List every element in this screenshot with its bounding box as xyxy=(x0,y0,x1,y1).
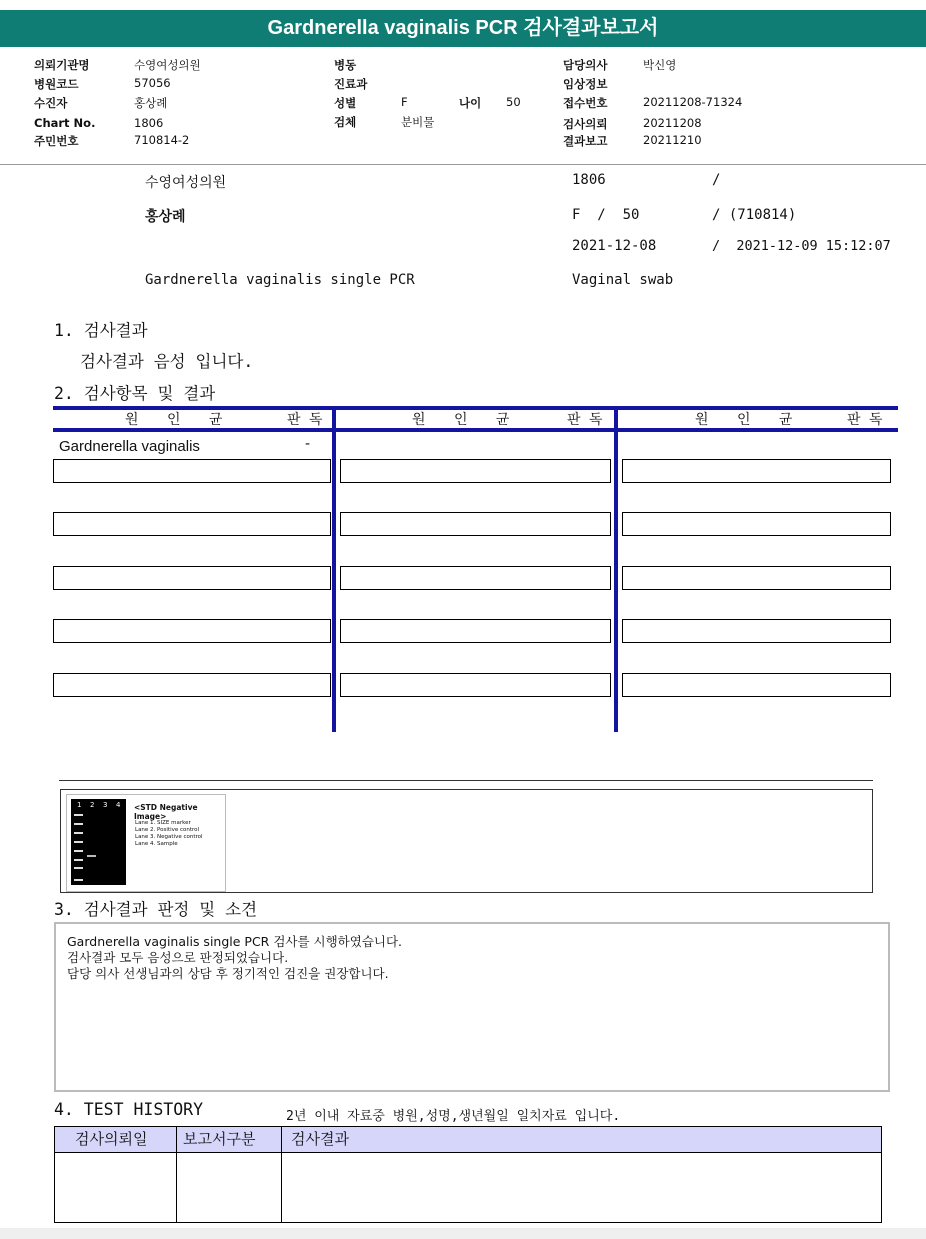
gel-electrophoresis-picture xyxy=(71,799,126,885)
gel-band xyxy=(74,841,83,843)
info-request-date: 2021-12-08 xyxy=(572,238,657,254)
col-organism-header: 원 인 균 xyxy=(412,412,520,428)
result-cell xyxy=(622,512,891,536)
gel-legend: Lane 2. Positive control xyxy=(135,827,200,833)
header-value: 710814-2 xyxy=(134,133,190,147)
result-cell xyxy=(53,459,331,483)
header-label: 접수번호 xyxy=(563,96,608,110)
opinion-line: Gardnerella vaginalis single PCR 검사를 시행하였습니다. xyxy=(67,934,403,949)
history-col-header: 보고서구분 xyxy=(183,1130,256,1148)
header-label: 병원코드 xyxy=(34,77,79,91)
table-column-divider xyxy=(332,406,336,732)
header-value: 50 xyxy=(506,95,521,109)
header-value: 57056 xyxy=(134,76,171,90)
header-value: 박신영 xyxy=(643,58,677,72)
judgement-value: - xyxy=(305,436,311,452)
result-cell xyxy=(53,566,331,590)
result-cell xyxy=(622,459,891,483)
lane-number: 2 xyxy=(90,801,95,809)
col-judgement-header: 판 독 xyxy=(287,412,323,428)
info-chart: 1806 xyxy=(572,172,606,188)
result-cell xyxy=(53,619,331,643)
header-label: 검사의뢰 xyxy=(563,117,608,131)
lane-number: 3 xyxy=(103,801,108,809)
header-value: F xyxy=(401,95,408,109)
history-col-header: 검사결과 xyxy=(291,1130,349,1148)
gel-band xyxy=(74,814,83,816)
header-value: 수영여성의원 xyxy=(134,58,201,72)
gel-band xyxy=(87,855,96,857)
header-value: 1806 xyxy=(134,116,164,130)
col-judgement-header: 판 독 xyxy=(567,412,603,428)
gel-band xyxy=(74,867,83,869)
history-col-header: 검사의뢰일 xyxy=(75,1130,148,1148)
gel-legend: Lane 4. Sample xyxy=(135,841,178,847)
opinion-line: 검사결과 모두 음성으로 판정되었습니다. xyxy=(67,950,289,965)
header-value: 20211208-71324 xyxy=(643,95,743,109)
history-header-row xyxy=(55,1127,881,1153)
history-note: 2년 이내 자료중 병원,성명,생년월일 일치자료 입니다. xyxy=(286,1109,621,1124)
header-label: 결과보고 xyxy=(563,134,608,148)
gel-title: <STD Negative Image> xyxy=(134,803,198,821)
header-label: 검체 xyxy=(334,115,357,129)
header-label: 담당의사 xyxy=(563,58,608,72)
info-slash: / xyxy=(712,172,721,188)
gel-legend: Lane 3. Negative control xyxy=(135,834,203,840)
report-title: Gardnerella vaginalis PCR 검사결과보고서 xyxy=(0,10,926,47)
gel-band xyxy=(74,850,83,852)
divider xyxy=(59,780,873,781)
result-cell xyxy=(53,673,331,697)
result-cell xyxy=(53,512,331,536)
header-label: 수진자 xyxy=(34,96,68,110)
result-cell xyxy=(622,619,891,643)
gel-band xyxy=(74,859,83,861)
organism-name: Gardnerella vaginalis xyxy=(59,438,200,455)
info-birth: / (710814) xyxy=(712,207,797,223)
header-label: 주민번호 xyxy=(34,134,79,148)
section-1-title: 1. 검사결과 xyxy=(54,321,148,340)
result-cell xyxy=(340,459,611,483)
result-cell xyxy=(340,512,611,536)
gel-band xyxy=(74,832,83,834)
info-specimen: Vaginal swab xyxy=(572,272,674,288)
col-organism-header: 원 인 균 xyxy=(125,412,233,428)
header-label: 의뢰기관명 xyxy=(34,58,90,72)
header-label: 나이 xyxy=(459,96,482,110)
history-table xyxy=(54,1126,882,1223)
result-cell xyxy=(622,566,891,590)
header-value: 홍상례 xyxy=(134,96,168,110)
lane-number: 1 xyxy=(77,801,82,809)
section-2-title: 2. 검사항목 및 결과 xyxy=(54,384,216,403)
header-label: Chart No. xyxy=(34,116,96,130)
lane-number: 4 xyxy=(116,801,121,809)
opinion-line: 담당 의사 선생님과의 상담 후 정기적인 검진을 권장합니다. xyxy=(67,966,389,981)
info-test-name: Gardnerella vaginalis single PCR xyxy=(145,272,415,288)
result-cell xyxy=(340,673,611,697)
col-organism-header: 원 인 균 xyxy=(695,412,803,428)
history-col-divider xyxy=(281,1127,282,1222)
result-cell xyxy=(340,566,611,590)
header-value: 20211210 xyxy=(643,133,702,147)
gel-image xyxy=(66,794,226,892)
result-summary: 검사결과 음성 입니다. xyxy=(80,352,254,371)
gel-band xyxy=(74,823,83,825)
header-value: 20211208 xyxy=(643,116,702,130)
header-divider xyxy=(0,164,926,165)
section-4-title: 4. TEST HISTORY xyxy=(54,1100,204,1119)
result-cell xyxy=(622,673,891,697)
info-sex-age: F / 50 xyxy=(572,207,640,223)
header-label: 진료과 xyxy=(334,77,368,91)
header-label: 임상정보 xyxy=(563,77,608,91)
info-clinic: 수영여성의원 xyxy=(145,175,227,191)
section-3-title: 3. 검사결과 판정 및 소견 xyxy=(54,900,258,919)
gel-legend: Lane 1. SIZE marker xyxy=(135,820,191,826)
col-judgement-header: 판 독 xyxy=(847,412,883,428)
header-value: 분비물 xyxy=(401,115,435,129)
header-label: 성별 xyxy=(334,96,357,110)
table-column-divider xyxy=(614,406,618,732)
result-cell xyxy=(340,619,611,643)
gel-band xyxy=(74,879,83,881)
opinion-box xyxy=(54,922,890,1092)
header-label: 병동 xyxy=(334,58,357,72)
history-col-divider xyxy=(176,1127,177,1222)
info-report-datetime: / 2021-12-09 15:12:07 xyxy=(712,238,891,254)
info-patient: 홍상례 xyxy=(145,209,186,225)
